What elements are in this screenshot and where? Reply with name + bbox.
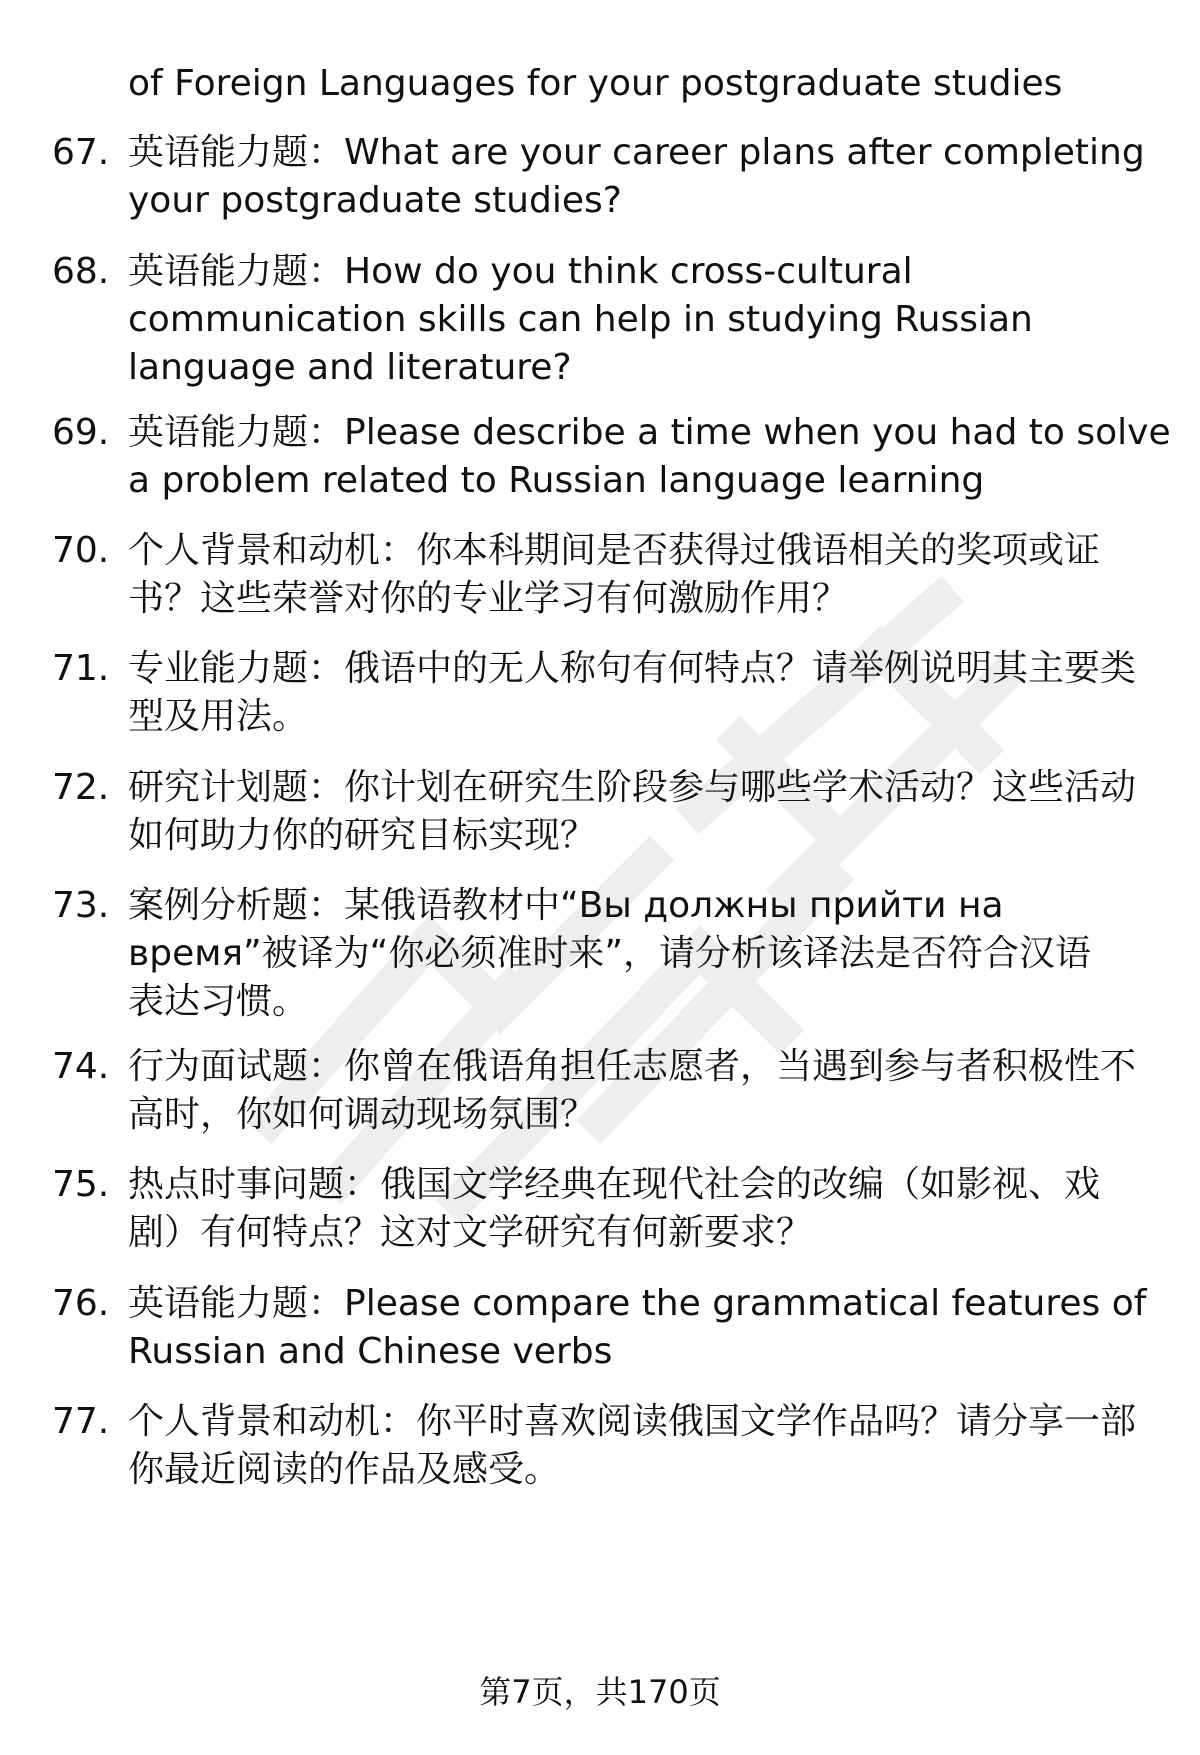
question-number: 73. [52, 885, 110, 926]
question-text [128, 1280, 1147, 1376]
question-line: 如何助力你的研究目标实现？ [128, 815, 597, 856]
question-number: 70. [52, 530, 110, 571]
question-text [128, 1398, 1138, 1494]
question-line: 剧）有何特点？这对文学研究有何新要求？ [128, 1212, 813, 1253]
question-line: время”被译为“你必须准时来”，请分析该译法是否符合汉语 [128, 933, 1091, 974]
question-line: communication skills can help in studying Russian [128, 299, 1033, 340]
question-line: 个人背景和动机：你本科期间是否获得过俄语相关的奖项或证 [128, 530, 1101, 571]
question-number: 74. [52, 1046, 110, 1087]
question-line: 表达习惯。 [128, 981, 309, 1022]
question-line: Russian and Chinese verbs [128, 1331, 613, 1372]
question-number: 72. [52, 767, 110, 808]
question-text [128, 1043, 1138, 1139]
question-text [128, 409, 1171, 505]
question-text [128, 248, 1138, 392]
page-number-label: 第7页，共170页 [479, 1673, 721, 1711]
question-number: 71. [52, 648, 110, 689]
question-line: 专业能力题：俄语中的无人称句有何特点？请举例说明其主要类 [128, 648, 1137, 689]
continuation-text [128, 60, 1128, 108]
question-number: 67. [52, 132, 110, 173]
question-text [128, 527, 1138, 623]
question-line: 英语能力题：Please describe a time when you had to solve [128, 412, 1171, 453]
question-line: 型及用法。 [128, 696, 309, 737]
question-line: 热点时事问题：俄国文学经典在现代社会的改编（如影视、戏 [128, 1164, 1101, 1205]
question-line: 你最近阅读的作品及感受。 [128, 1449, 561, 1490]
question-line: 高时，你如何调动现场氛围？ [128, 1094, 597, 1135]
question-text [128, 645, 1138, 741]
question-line: your postgraduate studies? [128, 180, 622, 221]
question-number: 76. [52, 1283, 110, 1324]
question-text [128, 129, 1145, 225]
question-number: 75. [52, 1164, 110, 1205]
page-footer [0, 1672, 1200, 1712]
question-number: 68. [52, 251, 110, 292]
question-line: 英语能力题：What are your career plans after completing [128, 132, 1145, 173]
question-line: 个人背景和动机：你平时喜欢阅读俄国文学作品吗？请分享一部 [128, 1401, 1137, 1442]
question-line: 研究计划题：你计划在研究生阶段参与哪些学术活动？这些活动 [128, 767, 1137, 808]
question-number: 69. [52, 412, 110, 453]
question-line: 行为面试题：你曾在俄语角担任志愿者，当遇到参与者积极性不 [128, 1046, 1137, 1087]
question-text [128, 764, 1138, 860]
question-line: language and literature? [128, 347, 572, 388]
question-line: 英语能力题：Please compare the grammatical features of [128, 1283, 1147, 1324]
question-line: a problem related to Russian language learning [128, 460, 985, 501]
question-line: 案例分析题：某俄语教材中“Вы должны прийти на [128, 885, 1004, 926]
question-line: 书？这些荣誉对你的专业学习有何激励作用？ [128, 578, 849, 619]
continuation-line: of Foreign Languages for your postgraduate studies [128, 63, 1063, 104]
question-number: 77. [52, 1401, 110, 1442]
question-text [128, 1161, 1138, 1257]
question-line: 英语能力题：How do you think cross-cultural [128, 251, 913, 292]
question-text [128, 882, 1138, 1026]
